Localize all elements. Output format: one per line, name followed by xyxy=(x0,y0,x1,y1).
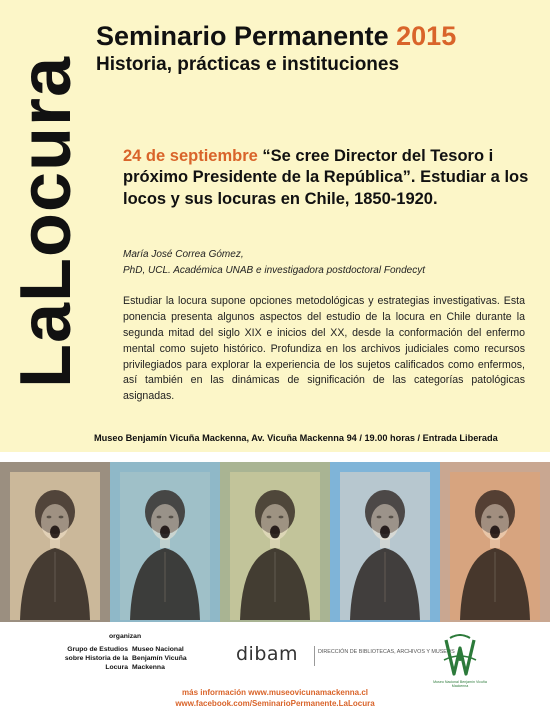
series-subtitle: Historia, prácticas e instituciones xyxy=(96,54,400,75)
portrait-figure xyxy=(120,472,210,620)
series-name: Seminario Permanente xyxy=(96,21,389,51)
portrait-photo xyxy=(110,452,220,630)
dibam-separator xyxy=(314,646,315,666)
speaker-block xyxy=(123,247,425,278)
museo-logo-caption: Museo Nacional Benjamín Vicuña Mackenna xyxy=(433,680,487,689)
organizer-grupo-estudios: Grupo de Estudios sobre Historia de la Locura xyxy=(64,646,128,672)
talk-title: “Se cree Director del Tesoro i próximo Presidente de la República”. Estudiar a los locos y sus locuras en Chile, 1850-1920. xyxy=(123,147,529,208)
portrait-photo xyxy=(220,452,330,630)
portrait-photo xyxy=(330,452,440,630)
photo-strip xyxy=(0,452,550,630)
portrait-photo xyxy=(440,452,550,630)
series-title xyxy=(96,22,456,50)
dibam-caption: DIRECCIÓN DE BIBLIOTECAS, ARCHIVOS Y MUSEOS xyxy=(318,649,455,655)
portrait-figure xyxy=(450,472,540,620)
talk-date: 24 de septiembre xyxy=(123,147,258,165)
organizers-label: organizan xyxy=(109,633,142,640)
photo-card xyxy=(450,472,540,620)
side-title-wrap xyxy=(6,0,84,452)
portrait-figure xyxy=(10,472,100,620)
side-title: LaLocura xyxy=(6,55,86,389)
photo-card xyxy=(10,472,100,620)
speaker-affiliation: PhD, UCL. Académica UNAB e investigadora postdoctoral Fondecyt xyxy=(123,264,425,276)
organizer-museo-nacional: Museo Nacional Benjamín Vicuña Mackenna xyxy=(132,646,187,672)
speaker-name: María José Correa Gómez, xyxy=(123,249,244,260)
talk-heading xyxy=(123,146,533,210)
info-facebook[interactable]: www.facebook.com/SeminarioPermanente.LaLocura xyxy=(175,699,375,708)
abstract-text: Estudiar la locura supone opciones metodológicas y estrategias investigativas. Esta ponencia presenta algunos aspectos del estudio de la locura en Chile durante la segunda mitad del siglo XIX e inicios del XX, desde la conformación del enfermo mental como sujeto histórico. Profundiza en los archivos judiciales como recursos privilegiados para explorar la experiencia de los sujetos calificados como enfermos, así también en las dinámicas de significación de las categorías patológicas asignadas. xyxy=(123,295,525,403)
dibam-logo: dibam xyxy=(236,643,299,665)
museo-monogram-logo xyxy=(440,634,480,680)
info-website[interactable]: más información www.museovicunamackenna.cl xyxy=(182,688,368,697)
portrait-photo xyxy=(0,452,110,630)
portrait-figure xyxy=(340,472,430,620)
photo-card xyxy=(120,472,210,620)
photo-card xyxy=(230,472,320,620)
portrait-figure xyxy=(230,472,320,620)
photo-card xyxy=(340,472,430,620)
series-year: 2015 xyxy=(396,21,457,51)
venue-line: Museo Benjamín Vicuña Mackenna, Av. Vicuña Mackenna 94 / 19.00 horas / Entrada Liberada xyxy=(94,433,498,443)
